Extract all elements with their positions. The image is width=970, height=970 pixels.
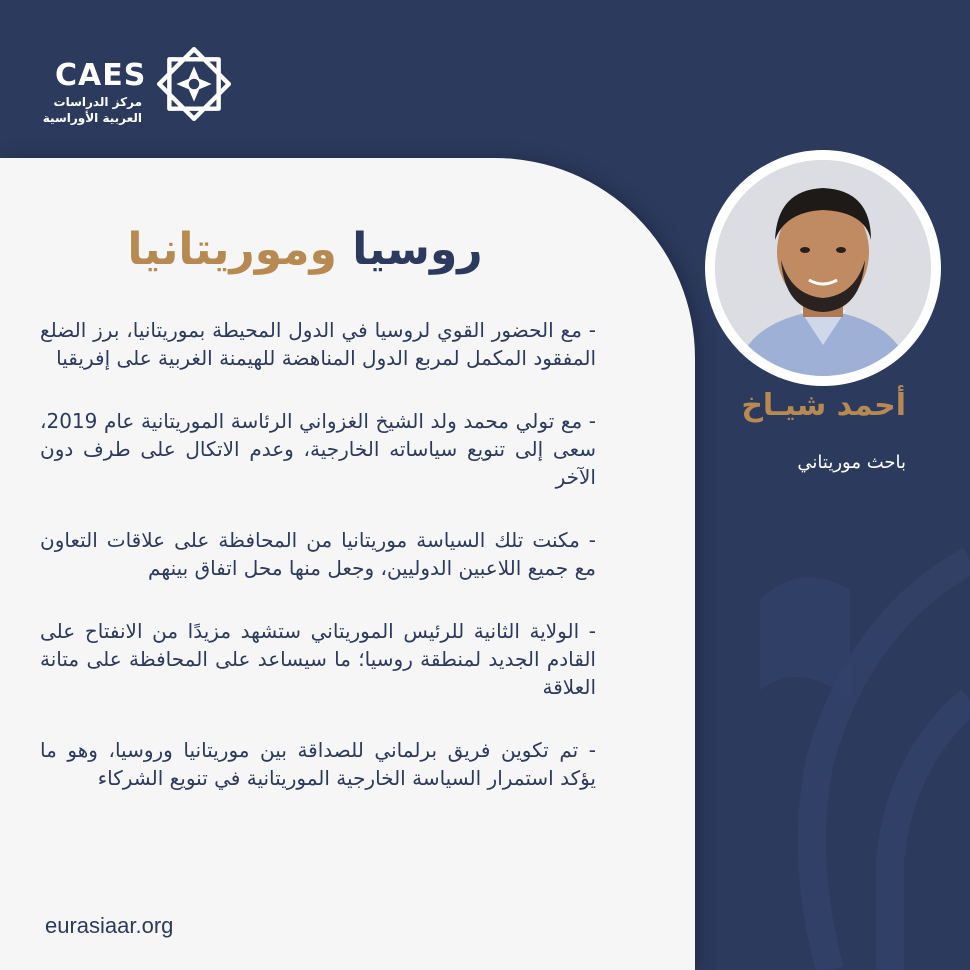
logo-subtitle-line2: العربية الأوراسية <box>42 111 142 125</box>
title-part-mauritania: وموريتانيا <box>127 224 337 275</box>
website-link[interactable]: eurasiaar.org <box>45 913 174 938</box>
bullet-item: - الولاية الثانية للرئيس الموريتاني ستشهد مزيدًا من الانفتاح على القادم الجديد لمنطقة روسيا؛ ما سيساعد على المحافظة على متانة العلاقة <box>40 619 596 699</box>
author-role: باحث موريتاني <box>797 452 906 473</box>
logo-subtitle-line1: مركز الدراسات <box>53 95 142 109</box>
eight-point-star-icon <box>150 40 238 128</box>
bullet-item: - مكنت تلك السياسة موريتانيا من المحافظة على علاقات التعاون مع جميع اللاعبين الدوليين، وجعل منها محل اتفاق بينهم <box>40 528 596 580</box>
portrait-illustration <box>715 160 931 376</box>
bullet-item: - مع الحضور القوي لروسيا في الدول المحيطة بموريتانيا، برز الضلع المفقود المكمل لمربع الدول المناهضة للهيمنة الغربية على إفريقيا <box>40 318 596 370</box>
logo-wordmark: CAES <box>55 58 147 93</box>
bullet-item: - مع تولي محمد ولد الشيخ الغزواني الرئاسة الموريتانية عام 2019، سعى إلى تنويع سياساته الخارجية، وعدم الاتكال على طرف دون الآخر <box>40 409 596 489</box>
caes-logo[interactable] <box>40 40 240 140</box>
bullet-item: - تم تكوين فريق برلماني للصداقة بين موريتانيا وروسيا، وهو ما يؤكد استمرار السياسة الخارجية الموريتانية في تنويع الشركاء <box>40 738 596 790</box>
page-title <box>80 220 530 280</box>
bullet-list <box>40 316 596 827</box>
title-part-russia: روسيا <box>352 224 483 275</box>
author-name: أحمد شيـاخ <box>741 388 906 423</box>
author-photo <box>715 160 931 376</box>
author-photo-frame <box>705 150 941 386</box>
